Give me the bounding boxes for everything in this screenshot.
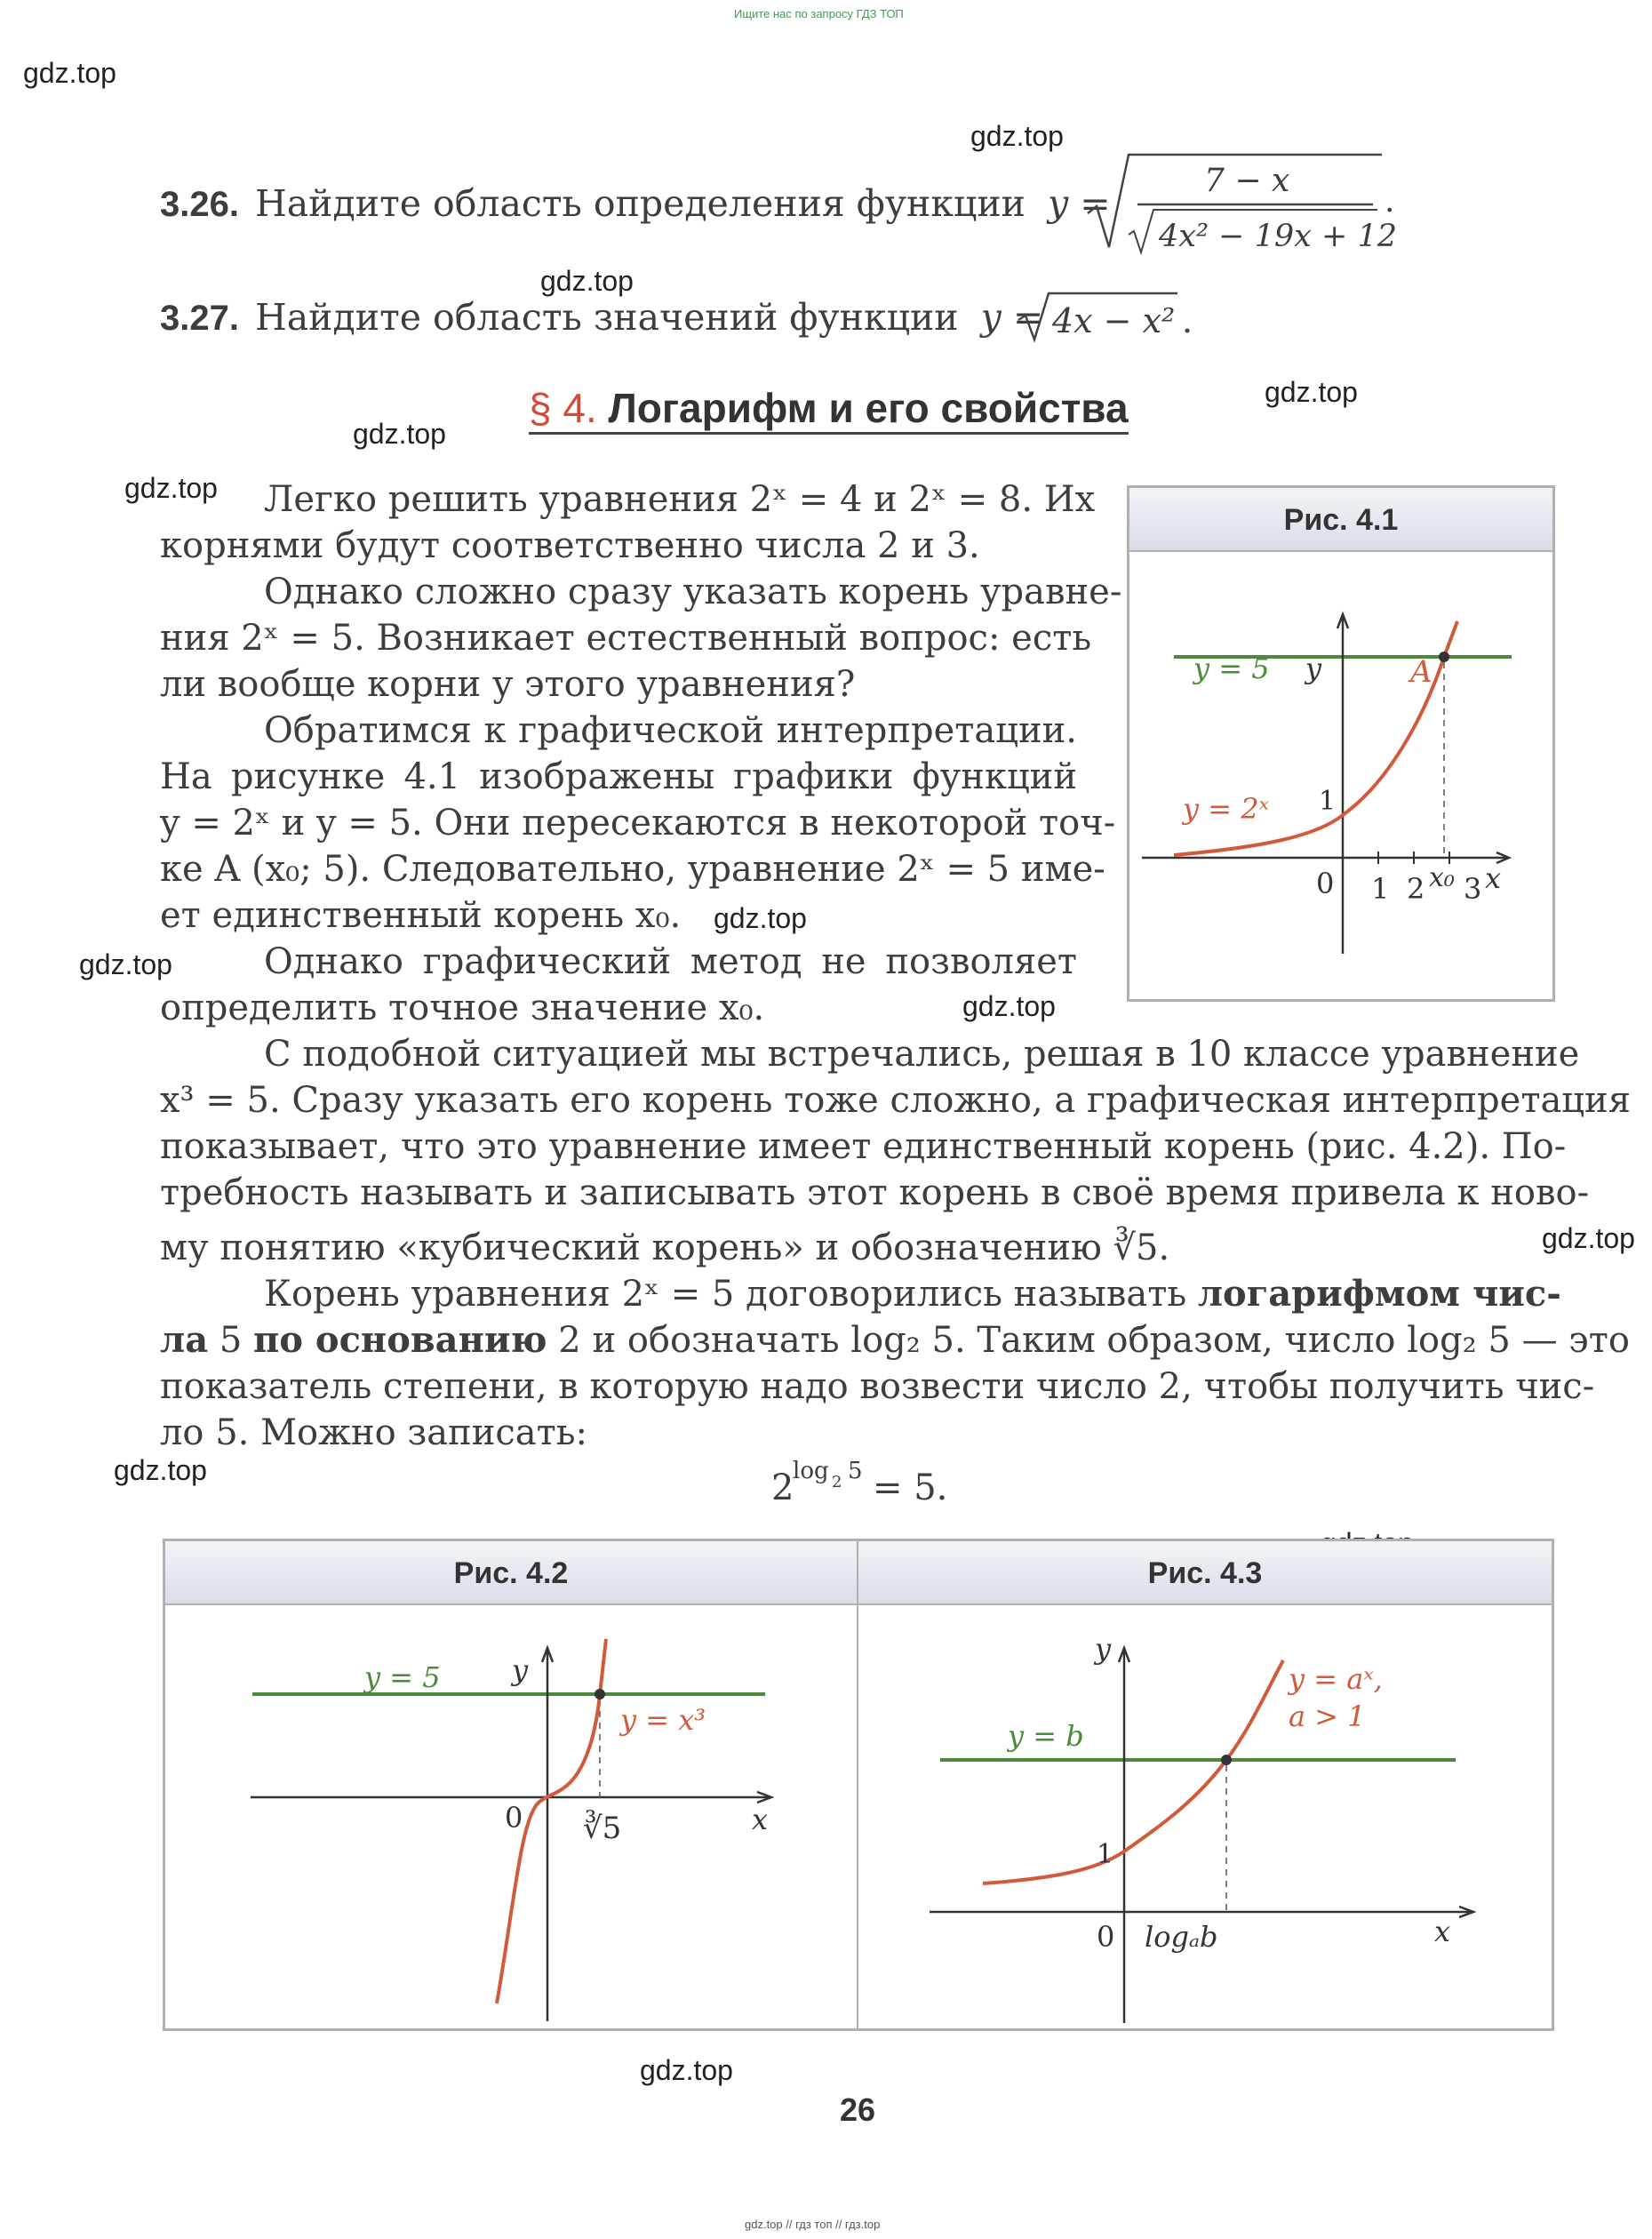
problem-text: Найдите область значений функции <box>254 296 959 339</box>
problem-text: Найдите область определения функции <box>254 182 1026 225</box>
svg-text:= 5.: = 5. <box>873 1467 948 1508</box>
label-y5: y = 5 <box>364 1660 441 1694</box>
text-line: ет единственный корень x₀. <box>160 895 682 936</box>
text-line: Однако графический метод не позволяет <box>264 941 1077 982</box>
sqrt-expression <box>1013 286 1200 348</box>
text-line: требность называть и записывать этот корень в своё время привела к ново- <box>160 1172 1590 1213</box>
numerator: 7 − x <box>1204 163 1290 199</box>
period: . <box>1182 301 1193 340</box>
denominator: 4x² − 19x + 12 <box>1159 219 1398 254</box>
label-one: 1 <box>1097 1839 1114 1870</box>
tick-label: 2 <box>1407 872 1425 906</box>
formula <box>764 1444 960 1515</box>
figure-4-3-graph <box>858 1605 1552 2028</box>
intersection-point <box>595 1689 605 1699</box>
watermark: gdz.top <box>1542 1222 1635 1254</box>
text-part: 5 <box>208 1320 254 1361</box>
problem-number: 3.27. <box>160 299 239 338</box>
label-cond: a > 1 <box>1289 1699 1366 1733</box>
watermark: gdz.top <box>714 902 807 934</box>
intro-paragraphs <box>160 476 1122 1031</box>
figures-4-2-4-3 <box>163 1539 1554 2031</box>
label-y: y <box>1305 652 1322 685</box>
svg-text:2: 2 <box>832 1473 842 1491</box>
section-title-text: Логарифм и его свойства <box>608 385 1129 431</box>
curve-ax <box>983 1660 1283 1883</box>
figure-title: Рис. 4.2 <box>165 1541 857 1605</box>
label-yb: y = b <box>1008 1719 1084 1753</box>
top-banner: Ищите нас по запросу ГДЗ ТОП <box>734 7 904 20</box>
text-line <box>160 1271 1561 1317</box>
text-line: ло 5. Можно записать: <box>160 1412 587 1453</box>
text-line: y = 2ˣ и y = 5. Они пересекаются в некоторой точ- <box>160 803 1116 844</box>
label-x3: y = x³ <box>620 1703 706 1737</box>
label-2x: y = 2ˣ <box>1183 792 1269 826</box>
text-line: Однако сложно сразу указать корень уравне- <box>264 572 1122 612</box>
term-bold: логарифмом чис- <box>1197 1273 1561 1315</box>
label-x: x <box>1485 861 1502 895</box>
sqrt-fraction <box>1075 142 1404 267</box>
text-line: показывает, что это уравнение имеет единственный корень (рис. 4.2). По- <box>160 1126 1567 1167</box>
label-x0: x₀ <box>1429 862 1455 893</box>
watermark: gdz.top <box>23 57 116 89</box>
figure-4-1-graph <box>1129 552 1552 996</box>
text-line: ния 2ˣ = 5. Возникает естественный вопрос: есть <box>160 618 1092 659</box>
figure-4-2-graph <box>165 1605 857 2028</box>
figure-title: Рис. 4.1 <box>1129 488 1552 552</box>
label-zero: 0 <box>505 1801 523 1835</box>
bottom-banner: gdz.top // гдз топ // гдз.top <box>745 2218 881 2231</box>
text-part: 2 и обозначать log₂ 5. Таким образом, число log₂ 5 — это <box>547 1320 1630 1361</box>
text-line <box>160 1317 1630 1363</box>
term-bold: по основанию <box>253 1319 547 1361</box>
text-line: определить точное значение x₀. <box>160 988 765 1028</box>
problem-3-26 <box>160 182 1111 225</box>
label-x: x <box>752 1803 769 1836</box>
y-equals: y = <box>980 296 1044 339</box>
text-line: Легко решить уравнения 2ˣ = 4 и 2ˣ = 8. Их <box>264 479 1096 520</box>
section-sign: § 4. <box>529 385 597 431</box>
text-line: x³ = 5. Сразу указать его корень тоже сложно, а графическая интерпретация <box>160 1080 1631 1121</box>
period: . <box>1385 183 1395 220</box>
tick-label: 3 <box>1464 872 1482 906</box>
watermark: gdz.top <box>353 418 446 450</box>
text-line: показатель степени, в которую надо возвести число 2, чтобы получить чис- <box>160 1366 1595 1407</box>
problem-number: 3.26. <box>160 185 239 224</box>
figure-4-1 <box>1127 485 1555 1002</box>
label-one: 1 <box>1319 786 1337 817</box>
text-line: Обратимся к графической интерпретации. <box>264 710 1077 751</box>
label-y: y <box>512 1653 529 1687</box>
intersection-point <box>1221 1755 1232 1765</box>
label-x: x <box>1434 1915 1451 1948</box>
page-number: 26 <box>840 2091 876 2128</box>
watermark: gdz.top <box>1265 376 1358 408</box>
svg-text:log: log <box>793 1458 829 1484</box>
label-zero: 0 <box>1316 867 1335 900</box>
watermark: gdz.top <box>114 1454 207 1486</box>
watermark: gdz.top <box>540 265 634 297</box>
text-line: ли вообще корни у этого уравнения? <box>160 664 856 705</box>
label-cuberoot: ∛5 <box>583 1811 622 1846</box>
y-equals: y = <box>1048 182 1111 225</box>
text-line: ке A (x₀; 5). Следовательно, уравнение 2ˣ = 5 име- <box>160 849 1105 890</box>
label-ax: y = aˣ, <box>1289 1662 1383 1696</box>
problem-3-27 <box>160 296 1043 339</box>
tick-label: 1 <box>1371 872 1390 906</box>
watermark: gdz.top <box>970 120 1064 152</box>
text-part: Корень уравнения 2ˣ = 5 договорились называть <box>264 1274 1198 1315</box>
formula-source: 2^(log₂ 5) = 5. <box>764 1444 771 1445</box>
text-line: На рисунке 4.1 изображены графики функций <box>160 756 1077 797</box>
watermark: gdz.top <box>962 990 1056 1022</box>
radicand: 4x − x² <box>1052 301 1176 340</box>
label-zero: 0 <box>1097 1920 1115 1954</box>
watermark: gdz.top <box>79 948 172 980</box>
svg-text:2: 2 <box>771 1467 794 1508</box>
label-A: A <box>1410 654 1433 690</box>
svg-text:5: 5 <box>848 1458 863 1484</box>
text-line: С подобной ситуацией мы встречались, решая в 10 классе уравнение <box>264 1034 1580 1075</box>
watermark: gdz.top <box>124 472 218 504</box>
watermark: gdz.top <box>640 2054 733 2086</box>
term-bold: ла <box>160 1319 209 1361</box>
label-y5: y = 5 <box>1193 652 1270 685</box>
text-line: му понятию «кубический корень» и обозначению ∛5. <box>160 1227 1170 1268</box>
point-A <box>1439 652 1449 662</box>
section-title <box>529 384 1129 435</box>
text-line: корнями будут соответственно числа 2 и 3. <box>160 525 980 566</box>
label-y: y <box>1095 1632 1112 1666</box>
figure-title: Рис. 4.3 <box>858 1541 1552 1605</box>
label-logb: logₐb <box>1145 1920 1218 1954</box>
